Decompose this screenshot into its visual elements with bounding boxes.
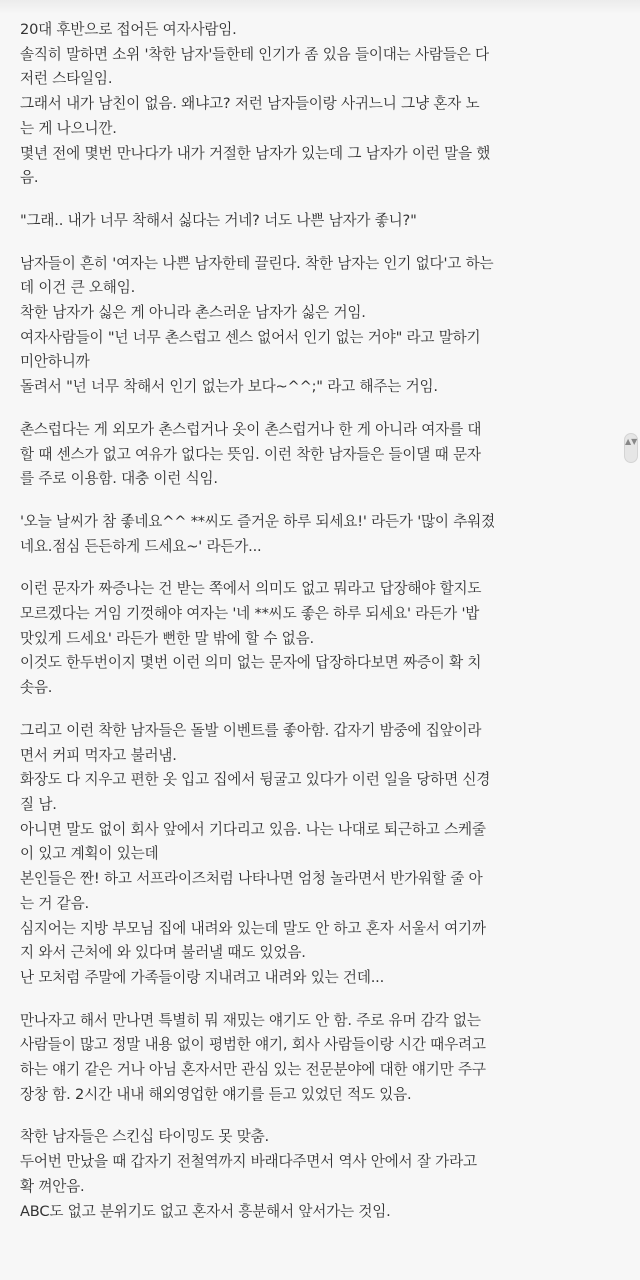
- text-line: 확 껴안음.: [20, 1177, 85, 1195]
- text-line: 그리고 이런 착한 남자들은 돌발 이벤트를 좋아함. 갑자기 밤중에 집앞이라: [20, 721, 482, 739]
- text-line: 만나자고 해서 만나면 특별히 뭐 재밌는 얘기도 안 함. 주로 유머 감각 없는: [20, 1011, 481, 1029]
- paragraph: [20, 18, 624, 191]
- text-line: 장창 함. 2시간 내내 해외영업한 얘기를 듣고 있었던 적도 있음.: [20, 1085, 412, 1103]
- scrollbar-handle[interactable]: ▲▼: [624, 433, 638, 463]
- text-line: 는 거 같음.: [20, 894, 89, 912]
- text-line: 질 남.: [20, 795, 57, 813]
- text-line: 이 있고 계획이 있는데: [20, 845, 159, 863]
- paragraph: [20, 577, 624, 701]
- text-line: 촌스럽다는 게 외모가 촌스럽거나 옷이 촌스럽거나 한 게 아니라 여자를 대: [20, 420, 482, 438]
- text-line: 이것도 한두번이지 몇번 이런 의미 없는 문자에 답장하다보면 짜증이 확 치: [20, 654, 482, 672]
- text-line: 모르겠다는 거임 기껏해야 여자는 '네 **씨도 좋은 하루 되세요' 라든가 '밥: [20, 605, 480, 623]
- text-line: 솔직히 말하면 소위 '착한 남자'들한테 인기가 좀 있음 들이대는 사람들은 다: [20, 45, 489, 63]
- text-line: 저런 스타일임.: [20, 70, 113, 88]
- text-line: 하는 얘기 같은 거나 아님 혼자서만 관심 있는 전문분야에 대한 얘기만 주구: [20, 1061, 486, 1079]
- paragraph: [20, 1125, 624, 1224]
- text-line: 본인들은 짠! 하고 서프라이즈처럼 나타나면 엄청 놀라면서 반가워할 줄 아: [20, 870, 483, 888]
- article-body: [20, 18, 624, 1242]
- paragraph: [20, 719, 624, 991]
- text-line: 데 이건 큰 오해임.: [20, 279, 136, 297]
- text-line: 를 주로 이용함. 대충 이런 식임.: [20, 470, 218, 488]
- text-line: ABC도 없고 분위기도 없고 혼자서 흥분해서 앞서가는 것임.: [20, 1202, 391, 1220]
- text-line: 두어번 만났을 때 갑자기 전철역까지 바래다주면서 역사 안에서 잘 가라고: [20, 1153, 477, 1171]
- text-line: 할 때 센스가 없고 여유가 없다는 뜻임. 이런 착한 남자들은 들이댈 때 문자: [20, 445, 481, 463]
- text-line: 이런 문자가 짜증나는 건 받는 쪽에서 의미도 없고 뭐라고 답장해야 할지도: [20, 580, 482, 598]
- text-line: 화장도 다 지우고 편한 옷 입고 집에서 뒹굴고 있다가 이런 일을 당하면 신경: [20, 771, 491, 789]
- text-line: 면서 커피 먹자고 불러냄.: [20, 746, 177, 764]
- paragraph: [20, 252, 624, 400]
- text-line: 착한 남자가 싫은 게 아니라 촌스러운 남자가 싫은 거임.: [20, 304, 366, 322]
- text-line: 솟음.: [20, 679, 53, 697]
- text-line: 20대 후반으로 접어든 여자사람임.: [20, 21, 237, 38]
- text-line: '오늘 날씨가 참 좋네요^^ **씨도 즐거운 하루 되세요!' 라든가 '많이 추워졌: [20, 512, 495, 530]
- text-line: 미안하니까: [20, 353, 90, 371]
- text-line: 지 와서 근처에 와 있다며 불러낼 때도 있었음.: [20, 944, 306, 962]
- text-line: 심지어는 지방 부모님 집에 내려와 있는데 말도 안 하고 혼자 서울서 여기까: [20, 919, 486, 937]
- text-line: 그래서 내가 남친이 없음. 왜냐고? 저런 남자들이랑 사귀느니 그냥 혼자 노: [20, 95, 480, 113]
- text-line: 네요.점심 든든하게 드세요~' 라든가...: [20, 537, 262, 555]
- top-edge-shadow: [0, 0, 640, 14]
- text-line: 몇년 전에 몇번 만나다가 내가 거절한 남자가 있는데 그 남자가 이런 말을 했: [20, 144, 491, 162]
- text-line: 는 게 나으니깐.: [20, 119, 117, 137]
- text-line: 난 모처럼 주말에 가족들이랑 지내려고 내려와 있는 건데...: [20, 968, 385, 986]
- text-line: 착한 남자들은 스킨십 타이밍도 못 맞춤.: [20, 1128, 269, 1146]
- text-line: 맛있게 드세요' 라든가 뻔한 말 밖에 할 수 없음.: [20, 629, 314, 647]
- text-line: 남자들이 흔히 '여자는 나쁜 남자한테 끌린다. 착한 남자는 인기 없다'고 하는: [20, 254, 494, 272]
- paragraph: [20, 1009, 624, 1108]
- text-line: 음.: [20, 169, 39, 187]
- paragraph: [20, 209, 624, 234]
- text-line: 사람들이 많고 정말 내용 없이 평범한 얘기, 회사 사람들이랑 시간 때우려고: [20, 1036, 486, 1054]
- text-line: 아니면 말도 없이 회사 앞에서 기다리고 있음. 나는 나대로 퇴근하고 스케줄: [20, 820, 486, 838]
- text-line: 여자사람들이 "넌 너무 촌스럽고 센스 없어서 인기 없는 거야" 라고 말하기: [20, 328, 481, 346]
- paragraph: [20, 418, 624, 492]
- text-line: "그래.. 내가 너무 착해서 싫다는 거네? 너도 나쁜 남자가 좋니?": [20, 211, 417, 229]
- paragraph: [20, 510, 624, 559]
- text-line: 돌려서 "넌 너무 착해서 인기 없는가 보다~^^;" 라고 해주는 거임.: [20, 378, 438, 396]
